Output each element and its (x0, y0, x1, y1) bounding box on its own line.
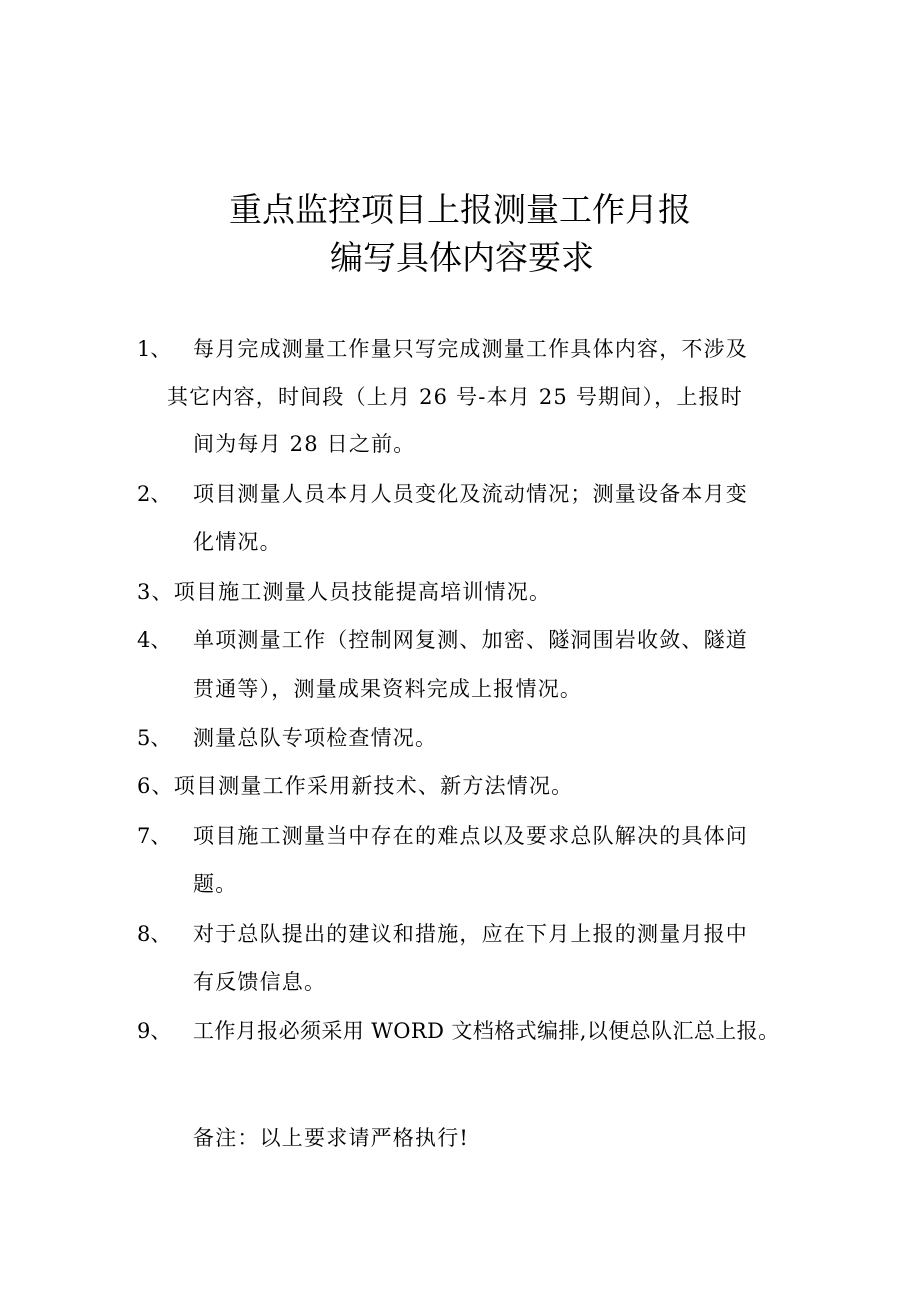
item-1-line-3: 间为每月 28 日之前。 (193, 432, 416, 456)
item-3-line-1: 3、项目施工测量人员技能提高培训情况。 (137, 580, 552, 604)
document-title-line-2: 编写具体内容要求 (330, 238, 594, 277)
item-9-line-1: 工作月报必须采用 WORD 文档格式编排,以便总队汇总上报。 (193, 1019, 780, 1043)
document-title-line-1: 重点监控项目上报测量工作月报 (229, 190, 691, 229)
item-1-line-2: 其它内容，时间段（上月 26 号-本月 25 号期间），上报时 (167, 385, 743, 409)
item-2-number: 2、 (137, 482, 172, 506)
item-4-line-2: 贯通等），测量成果资料完成上报情况。 (193, 677, 583, 701)
item-5-number: 5、 (137, 726, 172, 750)
item-1-number: 1、 (137, 337, 172, 361)
item-8-line-2: 有反馈信息。 (193, 970, 327, 994)
item-2-line-2: 化情况。 (193, 530, 282, 554)
item-4-number: 4、 (137, 628, 172, 652)
item-9-number: 9、 (137, 1019, 172, 1043)
document-note: 备注：以上要求请严格执行! (193, 1126, 470, 1150)
item-8-line-1: 对于总队提出的建议和措施，应在下月上报的测量月报中 (193, 922, 748, 946)
item-7-number: 7、 (137, 824, 172, 848)
item-8-number: 8、 (137, 922, 172, 946)
item-5-line-1: 测量总队专项检查情况。 (193, 726, 438, 750)
item-2-line-1: 项目测量人员本月人员变化及流动情况；测量设备本月变 (193, 482, 748, 506)
item-7-line-1: 项目施工测量当中存在的难点以及要求总队解决的具体问 (193, 824, 748, 848)
item-7-line-2: 题。 (193, 872, 238, 896)
item-4-line-1: 单项测量工作（控制网复测、加密、隧洞围岩收敛、隧道 (193, 628, 748, 652)
item-1-line-1: 每月完成测量工作量只写完成测量工作具体内容，不涉及 (193, 337, 748, 361)
item-6-line-1: 6、项目测量工作采用新技术、新方法情况。 (137, 774, 574, 798)
